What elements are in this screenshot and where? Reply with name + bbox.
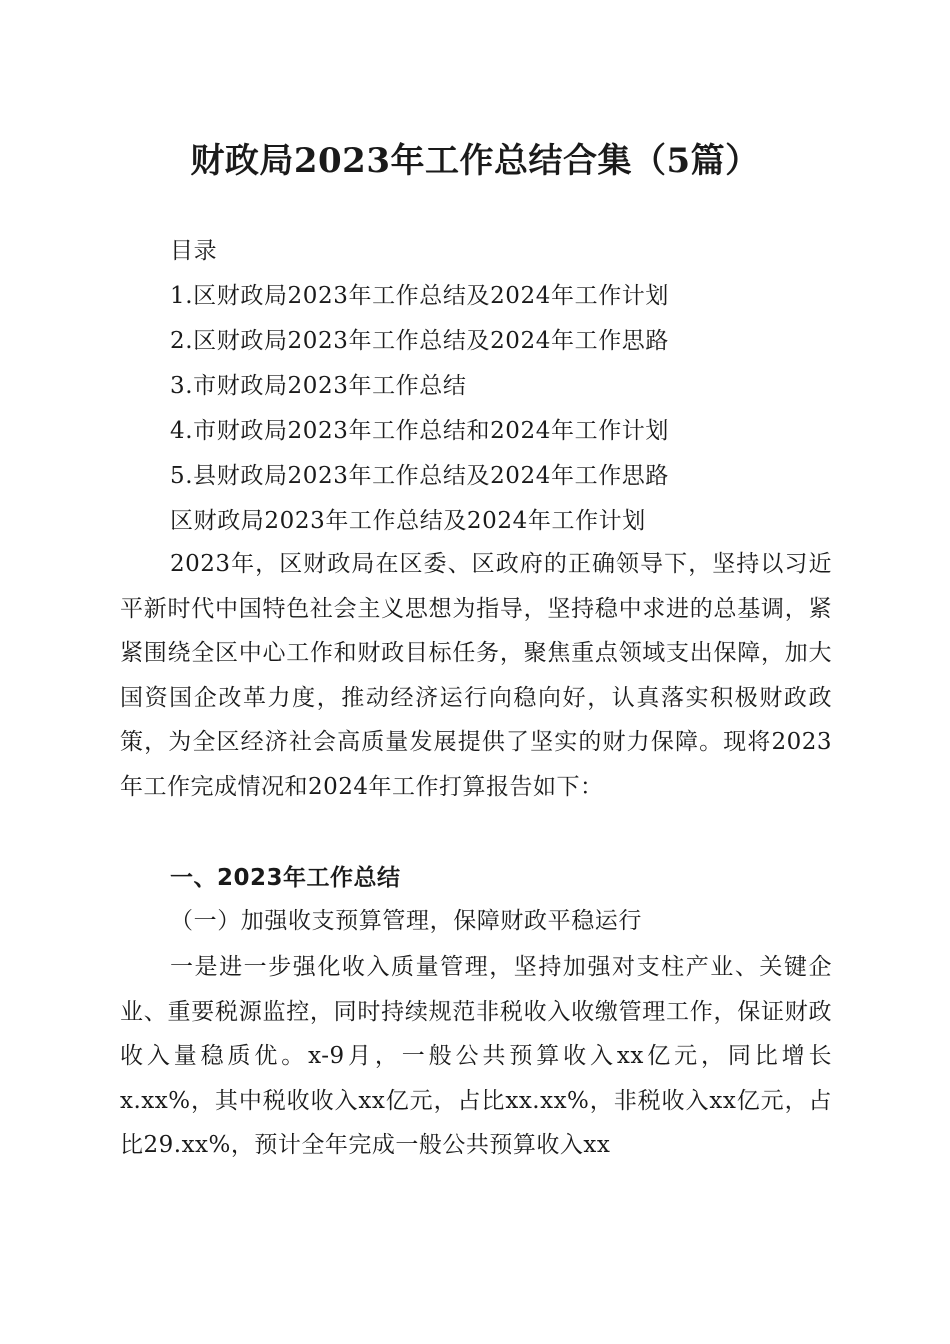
toc-item: 3.市财政局2023年工作总结 bbox=[170, 373, 467, 399]
document-title: 财政局2023年工作总结合集（5篇） bbox=[190, 141, 760, 181]
body-paragraph: 一是进一步强化收入质量管理，坚持加强对支柱产业、关键企业、重要税源监控，同时持续规范非税收入收缴管理工作，保证财政收入量稳质优。x-9月，一般公共预算收入xx亿元，同比增长x.xx%，其中税收收入xx亿元，占比xx.xx%，非税收入xx亿元，占比29.xx%，预计全年完成一般公共预算收入xx bbox=[120, 954, 832, 1158]
toc-item: 1.区财政局2023年工作总结及2024年工作计划 bbox=[170, 283, 670, 309]
toc-item: 5.县财政局2023年工作总结及2024年工作思路 bbox=[170, 463, 670, 489]
toc-label: 目录 bbox=[170, 238, 218, 264]
section-heading: 一、2023年工作总结 bbox=[170, 865, 401, 891]
toc-item: 4.市财政局2023年工作总结和2024年工作计划 bbox=[170, 418, 670, 444]
intro-paragraph: 2023年，区财政局在区委、区政府的正确领导下，坚持以习近平新时代中国特色社会主义思想为指导，坚持稳中求进的总基调，紧紧围绕全区中心工作和财政目标任务，聚焦重点领域支出保障，加大国资国企改革力度，推动经济运行向稳向好，认真落实积极财政政策，为全区经济社会高质量发展提供了坚实的财力保障。现将2023年工作完成情况和2024年工作打算报告如下： bbox=[120, 551, 832, 800]
article-title: 区财政局2023年工作总结及2024年工作计划 bbox=[170, 508, 646, 534]
toc-item: 2.区财政局2023年工作总结及2024年工作思路 bbox=[170, 328, 670, 354]
subsection-heading: （一）加强收支预算管理，保障财政平稳运行 bbox=[170, 908, 642, 934]
